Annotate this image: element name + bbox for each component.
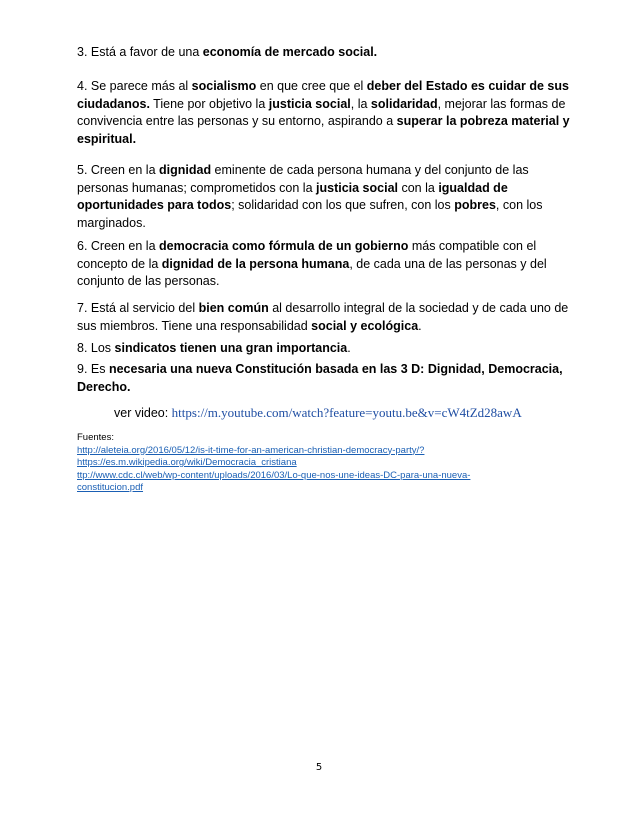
text: 5. Creen en la xyxy=(77,163,159,177)
bold-text: igualdad de oportunidades para todos xyxy=(77,180,508,212)
text: eminente de cada persona humana y del conjunto de las personas humanas; comprometidos con la xyxy=(77,163,529,195)
bold-text: superar la pobreza material y espiritual. xyxy=(77,114,570,146)
bold-text: socialismo xyxy=(191,79,257,93)
video-label: ver video: xyxy=(114,406,172,420)
paragraph-5 xyxy=(77,162,577,232)
bold-text: necesaria una nueva Constitución basada en las 3 D: Dignidad, Democracia, Derecho. xyxy=(77,362,563,394)
text: 6. Creen en la xyxy=(77,239,159,253)
bold-text: bien común xyxy=(198,301,269,315)
source-link-cdc[interactable]: ttp://www.cdc.cl/web/wp-content/uploads/2016/03/Lo-que-nos-une-ideas-DC-para-una-nueva- xyxy=(77,469,471,481)
sources-block xyxy=(77,432,577,495)
bold-text: pobres xyxy=(454,198,496,212)
text: Tiene por objetivo la xyxy=(149,96,269,111)
source-link-wikipedia[interactable]: https://es.m.wikipedia.org/wiki/Democracia_cristiana xyxy=(77,457,297,468)
page-number: 5 xyxy=(315,762,323,773)
text: . xyxy=(347,341,351,355)
text: ; solidaridad con los que sufren, con los xyxy=(231,198,455,212)
bold-text: democracia como fórmula de un gobierno xyxy=(159,239,409,253)
text: 7. Está al servicio del xyxy=(77,301,199,315)
text: con la xyxy=(398,180,439,195)
text: 3. Está a favor de una xyxy=(77,45,203,59)
paragraph-9 xyxy=(77,361,577,396)
source-link-aleteia[interactable]: http://aleteia.org/2016/05/12/is-it-time-for-an-american-christian-democracy-party/? xyxy=(77,444,425,456)
text: . xyxy=(418,318,422,333)
video-link[interactable]: https://m.youtube.com/watch?feature=youtu.be&v=cW4tZd28awA xyxy=(171,405,522,420)
text: 8. Los xyxy=(77,341,115,355)
text: más compatible con el concepto de la xyxy=(77,239,537,271)
bold-text: justicia social xyxy=(268,96,351,111)
text: , la xyxy=(350,96,371,111)
sources-heading: Fuentes: xyxy=(77,432,114,443)
text: , de cada una de las personas y del conjunto de las personas. xyxy=(77,256,547,288)
source-link-cdc-continued[interactable]: constitucion.pdf xyxy=(77,482,144,493)
paragraph-4 xyxy=(77,78,577,148)
text: 4. Se parece más al xyxy=(77,79,192,93)
bold-text: sindicatos tienen una gran importancia xyxy=(114,341,348,355)
paragraph-8 xyxy=(77,340,577,358)
bold-text: deber del Estado es cuidar de sus ciudadanos. xyxy=(77,79,569,111)
paragraph-7 xyxy=(77,300,577,335)
text: 9. Es xyxy=(77,362,109,376)
bold-text: dignidad de la persona humana xyxy=(161,256,350,271)
bold-text: economía de mercado social. xyxy=(202,45,378,59)
paragraph-3 xyxy=(77,44,577,62)
text: , con los marginados. xyxy=(77,198,543,230)
bold-text: dignidad xyxy=(159,163,212,177)
text: al desarrollo integral de la sociedad y de cada uno de sus miembros. Tiene una responsabilidad xyxy=(77,301,569,333)
paragraph-6 xyxy=(77,238,577,291)
bold-text: justicia social xyxy=(316,180,398,195)
text: en que cree que el xyxy=(256,79,367,93)
text: , mejorar las formas de convivencia entre las personas y su entorno, aspirando a xyxy=(77,96,566,128)
video-reference xyxy=(114,404,522,422)
bold-text: social y ecológica xyxy=(311,318,419,333)
bold-text: solidaridad xyxy=(370,96,438,111)
